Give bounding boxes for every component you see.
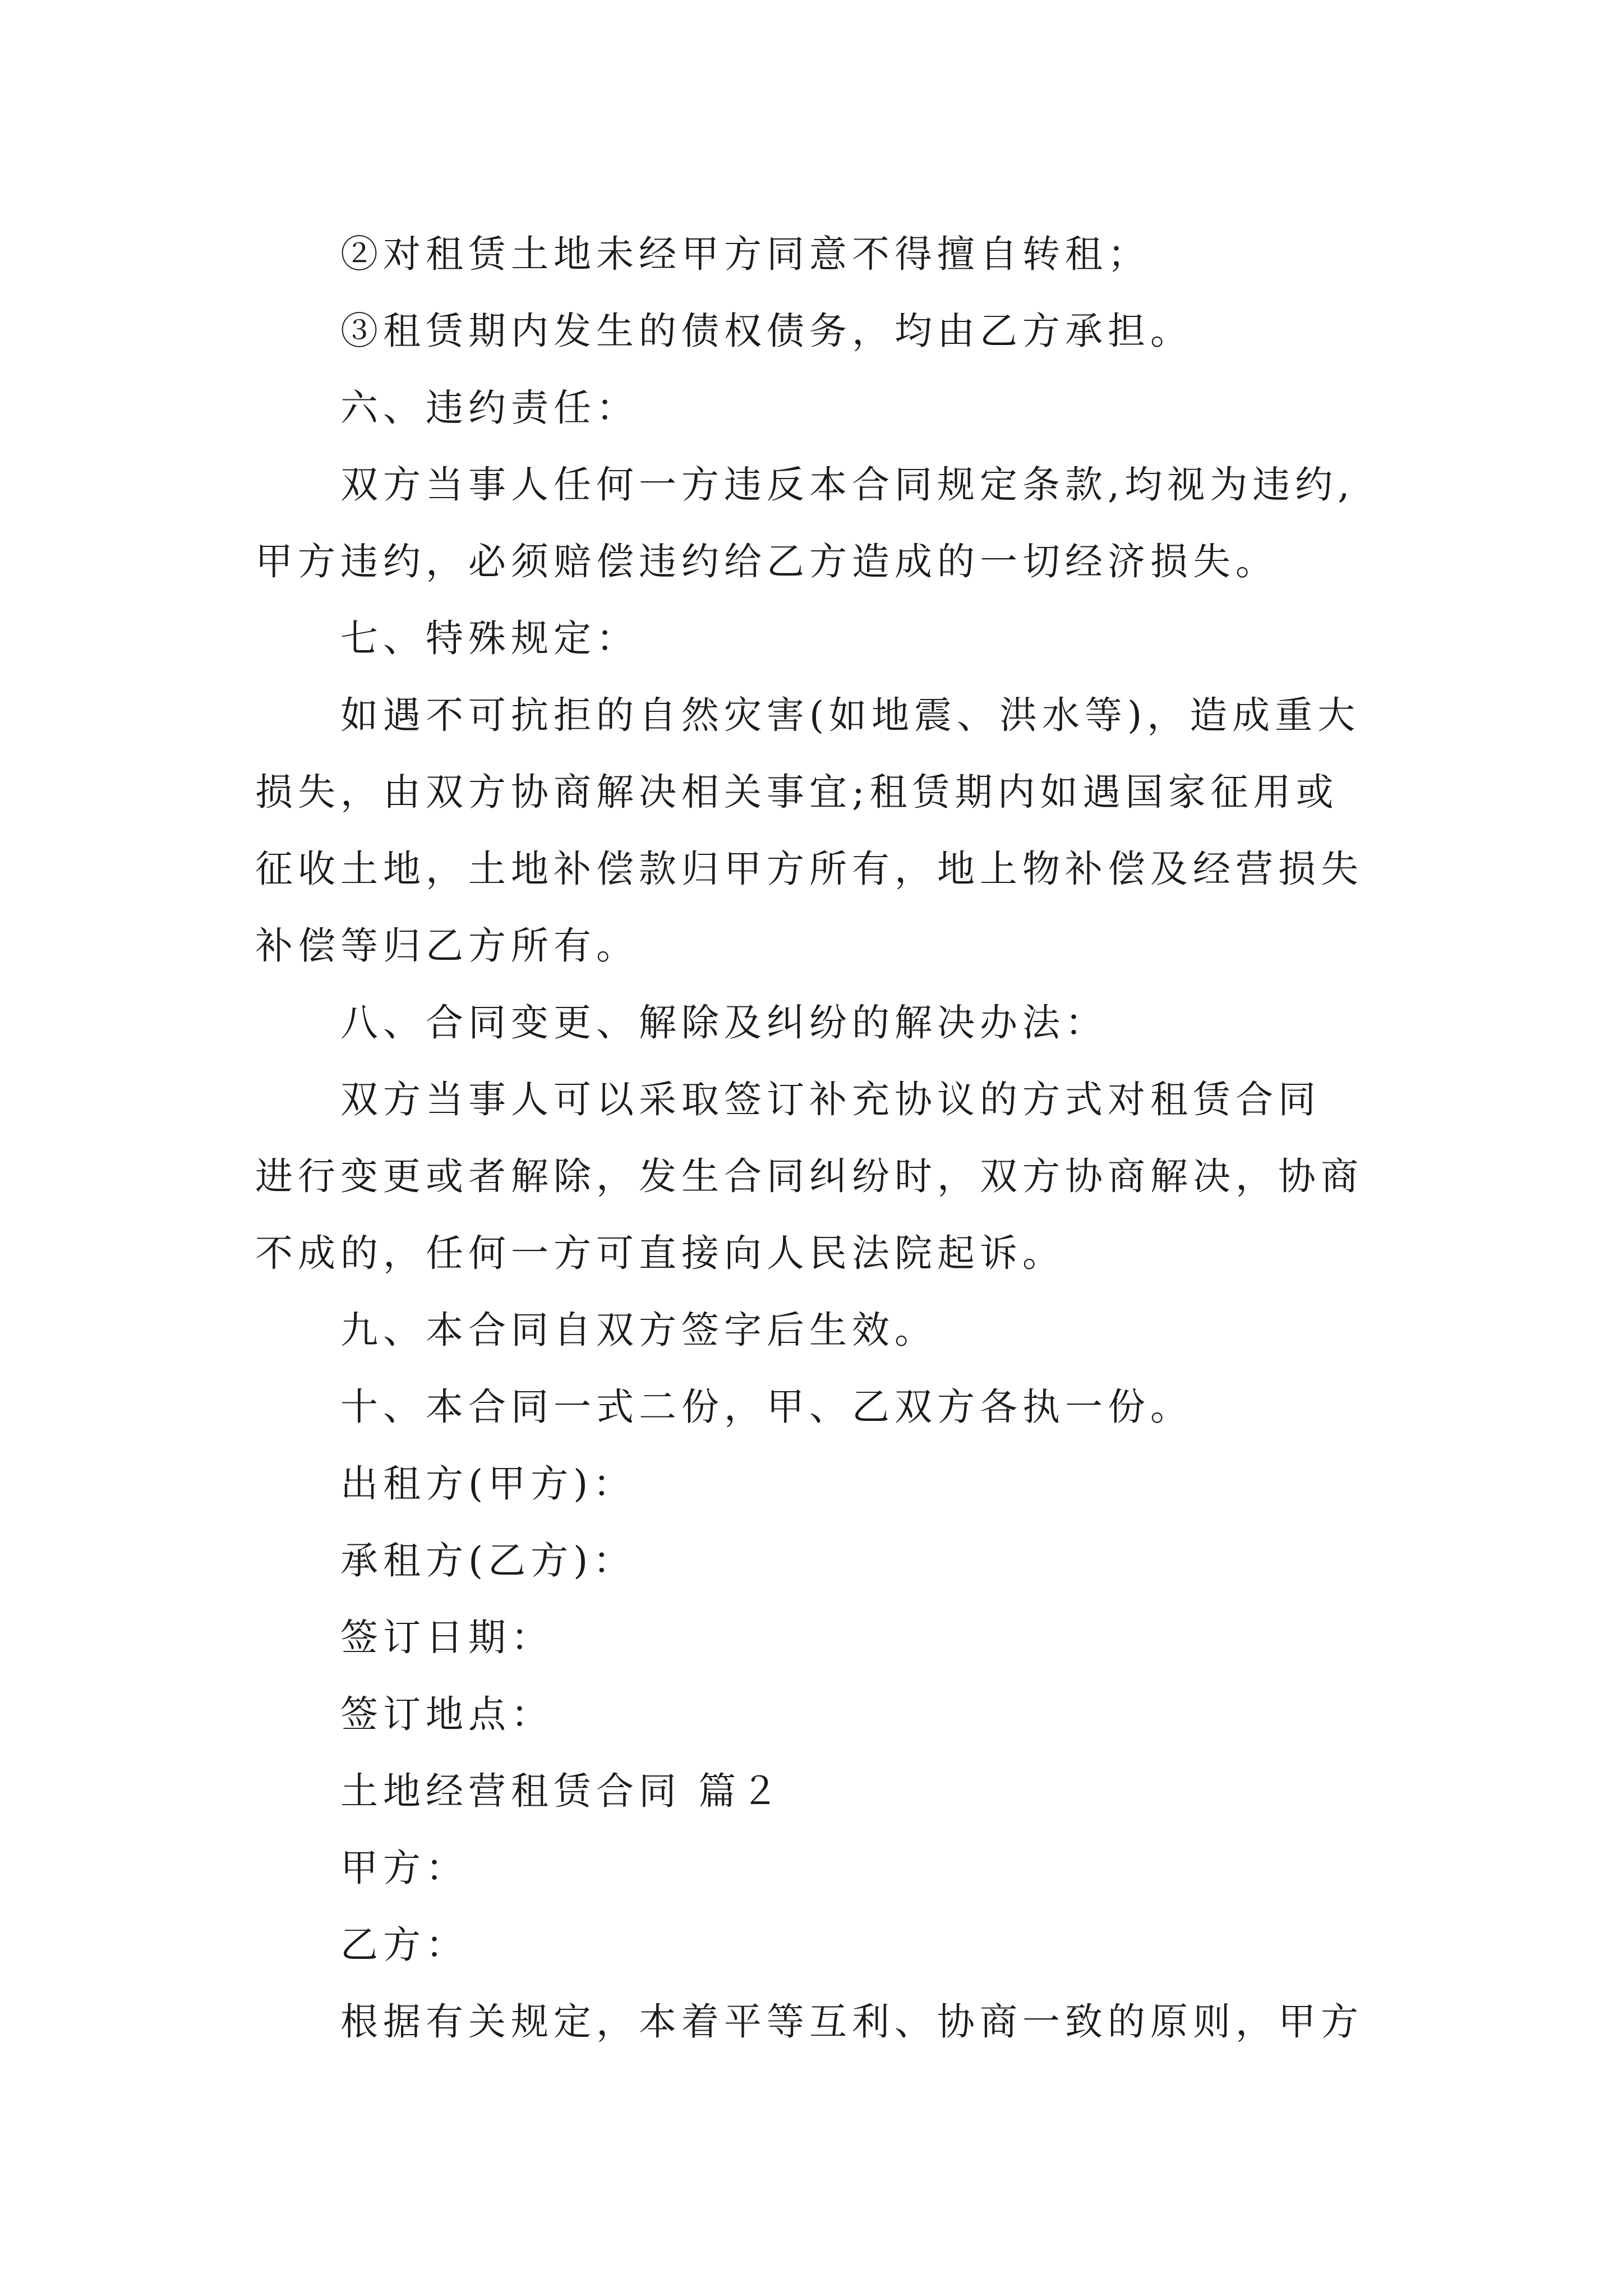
text-line: 七、特殊规定： [340, 616, 639, 660]
text-line: 签订日期： [340, 1616, 554, 1659]
text-line: 如遇不可抗拒的自然灾害(如地震、洪水等)，造成重大 [340, 693, 1361, 737]
paragraph-clause-5-item-3 [255, 293, 1388, 370]
text-line: 根据有关规定，本着平等互利、协商一致的原则，甲方 [340, 2000, 1363, 2044]
party-a-label [255, 1830, 1388, 1907]
paragraph-preamble [255, 1984, 1388, 2060]
text-line: 土地经营租赁合同 篇２ [340, 1769, 784, 1813]
text-line: 甲方： [340, 1846, 468, 1890]
heading-special-provisions [255, 600, 1388, 677]
paragraph-breach-liability [255, 447, 1388, 600]
text-line: ③租赁期内发生的债权债务，均由乙方承担。 [340, 309, 1193, 353]
text-line: 九、本合同自双方签字后生效。 [340, 1308, 937, 1352]
text-line: 八、合同变更、解除及纠纷的解决办法： [340, 1001, 1108, 1045]
heading-breach-liability [255, 370, 1388, 447]
signing-date-label [255, 1599, 1388, 1676]
paragraph-dispute-resolution [255, 1061, 1388, 1292]
signing-place-label [255, 1676, 1388, 1753]
heading-dispute-resolution [255, 984, 1388, 1061]
document-body [255, 216, 1388, 2060]
paragraph-special-provisions [255, 677, 1388, 984]
text-line: 十、本合同一式二份，甲、乙双方各执一份。 [340, 1385, 1193, 1429]
text-line: 进行变更或者解除，发生合同纠纷时，双方协商解决，协商 [255, 1154, 1363, 1198]
party-b-label [255, 1907, 1388, 1984]
text-line: 乙方： [340, 1923, 468, 1967]
text-line: ②对租赁土地未经甲方同意不得擅自转租； [340, 232, 1150, 276]
text-line: 不成的，任何一方可直接向人民法院起诉。 [255, 1231, 1065, 1275]
text-line: 承租方(乙方)： [340, 1539, 636, 1582]
paragraph-clause-5-item-2 [255, 216, 1388, 293]
text-line: 征收土地，土地补偿款归甲方所有，地上物补偿及经营损失 [255, 847, 1363, 891]
clause-copies [255, 1369, 1388, 1446]
text-line: 六、违约责任： [340, 386, 639, 430]
clause-effective [255, 1292, 1388, 1369]
text-line: 补偿等归乙方所有。 [255, 924, 639, 968]
text-line: 出租方(甲方)： [340, 1462, 636, 1506]
text-line: 双方当事人任何一方违反本合同规定条款,均视为违约, [340, 463, 1355, 507]
text-line: 双方当事人可以采取签订补充协议的方式对租赁合同 [340, 1078, 1321, 1121]
text-line: 签订地点： [340, 1692, 554, 1736]
signature-lessor-label [255, 1446, 1388, 1522]
section-title-part-2 [255, 1753, 1388, 1830]
text-line: 损失，由双方协商解决相关事宜;租赁期内如遇国家征用或 [255, 770, 1339, 814]
text-line: 甲方违约，必须赔偿违约给乙方造成的一切经济损失。 [255, 540, 1278, 583]
signature-lessee-label [255, 1522, 1388, 1599]
